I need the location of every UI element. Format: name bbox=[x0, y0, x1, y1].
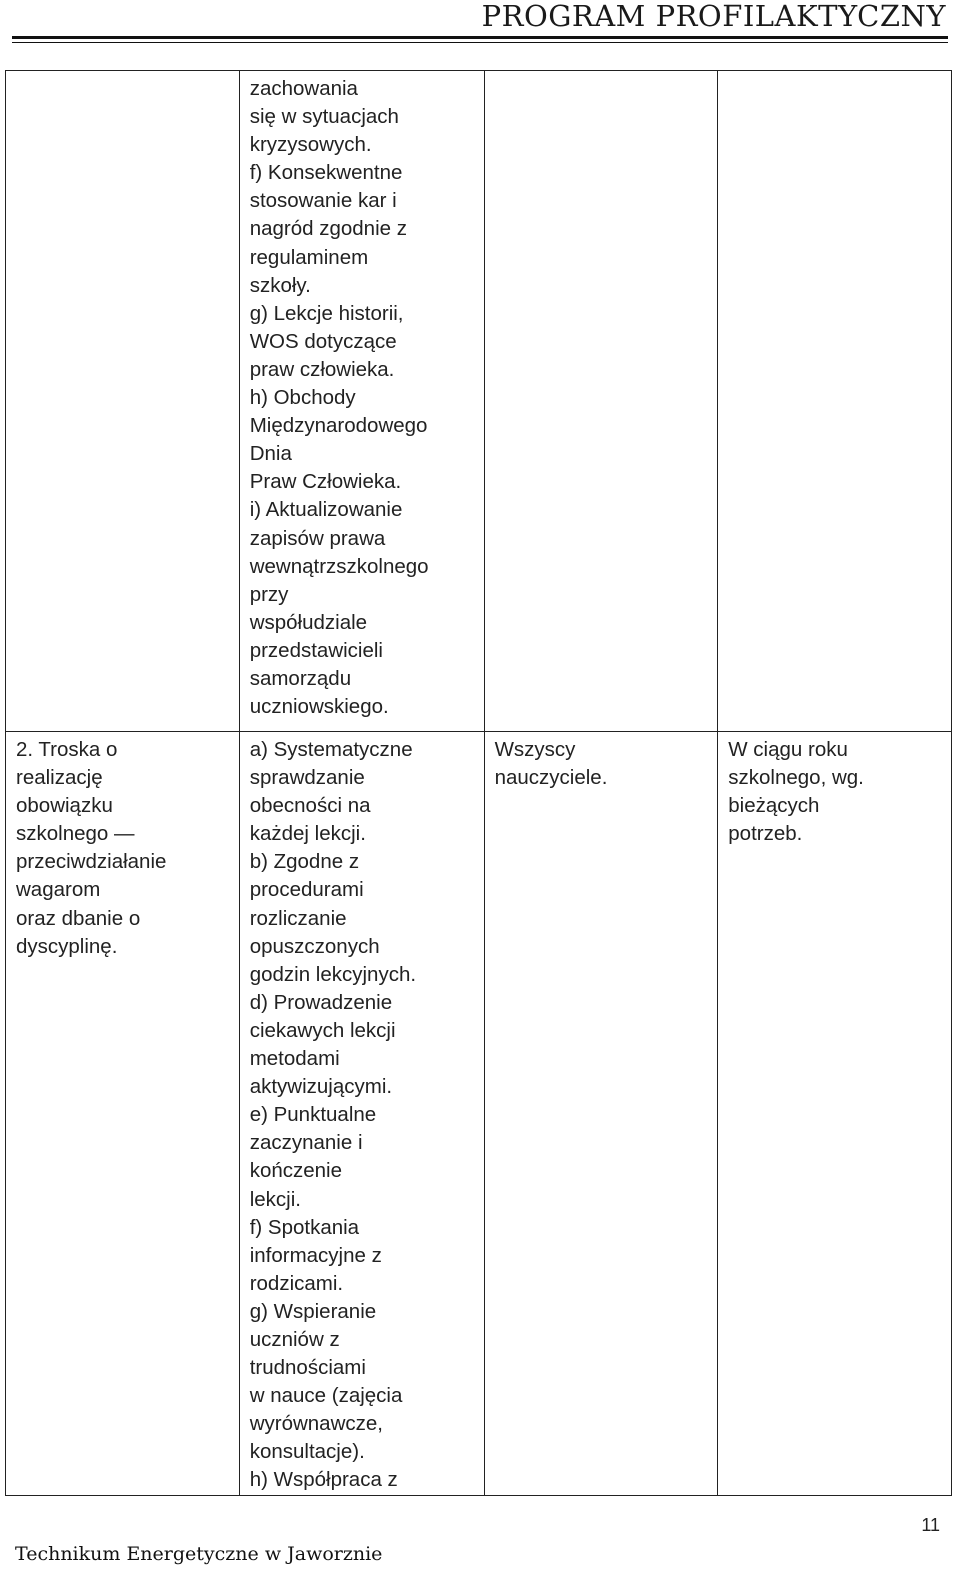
cell-text-line: zapisów prawa bbox=[249, 526, 386, 550]
cell-text-line: godzin lekcyjnych. bbox=[249, 962, 417, 986]
cell-text-line: dyscyplinę. bbox=[16, 934, 118, 958]
tasks-cell bbox=[239, 71, 484, 732]
cell-text-line: trudnościami bbox=[249, 1356, 366, 1380]
cell-text-line: aktywizującymi. bbox=[249, 1075, 393, 1099]
cell-text-line: szkolnego — bbox=[16, 822, 135, 846]
cell-text-line: f) Konsekwentne bbox=[249, 161, 403, 185]
cell-text-line: opuszczonych bbox=[249, 934, 380, 958]
cell-text-line: szkoły. bbox=[249, 273, 311, 297]
cell-text-line: Międzynarodowego bbox=[249, 414, 428, 438]
cell-text-line: 2. Troska o bbox=[16, 738, 118, 761]
cell-text-line: h) Obchody bbox=[249, 386, 356, 410]
cell-text-line: obowiązku bbox=[16, 794, 113, 818]
program-table bbox=[5, 70, 952, 1496]
cell-text-line: rodzicami. bbox=[249, 1271, 344, 1295]
cell-text-line: b) Zgodne z bbox=[249, 850, 360, 874]
topic-cell bbox=[6, 732, 240, 1496]
cell-text-line: d) Prowadzenie bbox=[249, 990, 393, 1014]
cell-text-line: kończenie bbox=[249, 1159, 342, 1183]
cell-text-line: przedstawicieli bbox=[249, 638, 383, 662]
cell-text-line: Wszyscy bbox=[494, 738, 576, 761]
deadline-cell bbox=[718, 71, 952, 732]
cell-text-line: każdej lekcji. bbox=[249, 822, 366, 846]
cell-text-line: samorządu bbox=[249, 666, 352, 690]
cell-text-line: wyrównawcze, bbox=[249, 1412, 383, 1436]
cell-text-line: g) Wspieranie bbox=[249, 1299, 377, 1323]
cell-text-line: zaczynanie i bbox=[249, 1131, 363, 1155]
cell-text-line: uczniów z bbox=[249, 1327, 340, 1351]
header-rule-thin bbox=[12, 42, 948, 43]
cell-text-line: obecności na bbox=[249, 794, 371, 818]
cell-text-line: współudziale bbox=[249, 610, 368, 634]
cell-text-line: rozliczanie bbox=[249, 906, 347, 930]
cell-text-line: informacyjne z bbox=[249, 1243, 382, 1267]
deadline-cell bbox=[718, 732, 952, 1496]
cell-text-line: f) Spotkania bbox=[249, 1215, 360, 1239]
cell-text-line: przeciwdziałanie bbox=[16, 850, 167, 874]
table-row bbox=[6, 71, 952, 732]
cell-text-line: praw człowieka. bbox=[249, 357, 395, 381]
topic-cell bbox=[6, 71, 240, 732]
cell-text-line: WOS dotyczące bbox=[249, 329, 397, 353]
cell-text-line: g) Lekcje historii, bbox=[249, 301, 404, 325]
cell-text-line: potrzeb. bbox=[728, 822, 803, 846]
responsible-cell bbox=[484, 71, 718, 732]
cell-text-line: zachowania bbox=[249, 77, 358, 100]
cell-text-line: a) Systematyczne bbox=[249, 738, 413, 761]
cell-text-line: uczniowskiego. bbox=[249, 695, 389, 719]
cell-text-line: Praw Człowieka. bbox=[249, 470, 402, 494]
cell-text-line: się w sytuacjach bbox=[249, 105, 399, 129]
cell-text-line: nagród zgodnie z bbox=[249, 217, 407, 241]
cell-text-line: oraz dbanie o bbox=[16, 906, 141, 930]
cell-text-line: kryzysowych. bbox=[249, 133, 372, 157]
cell-text-line: konsultacje). bbox=[249, 1440, 365, 1464]
cell-text-line: w nauce (zajęcia bbox=[249, 1384, 403, 1408]
cell-text-line: sprawdzanie bbox=[249, 766, 365, 790]
tasks-cell bbox=[239, 732, 484, 1496]
cell-text-line: lekcji. bbox=[249, 1187, 301, 1211]
cell-text-line: i) Aktualizowanie bbox=[249, 498, 403, 522]
page-header-title: PROGRAM PROFILAKTYCZNY bbox=[481, 0, 946, 33]
cell-text-line: wewnątrzszkolnego bbox=[249, 554, 429, 578]
cell-text-line: nauczyciele. bbox=[494, 766, 608, 790]
cell-text-line: h) Współpraca z bbox=[249, 1468, 398, 1492]
responsible-cell bbox=[484, 732, 718, 1496]
table-row bbox=[6, 732, 952, 1496]
page-number: 11 bbox=[921, 1515, 940, 1535]
cell-text-line: stosowanie kar i bbox=[249, 189, 397, 213]
cell-text-line: metodami bbox=[249, 1047, 340, 1071]
cell-text-line: W ciągu roku bbox=[728, 738, 848, 761]
cell-text-line: e) Punktualne bbox=[249, 1103, 377, 1127]
cell-text-line: realizację bbox=[16, 766, 103, 790]
header-rule-thick bbox=[12, 36, 948, 39]
footer-school-name: Technikum Energetyczne w Jaworznie bbox=[15, 1543, 383, 1565]
cell-text-line: bieżących bbox=[728, 794, 820, 818]
cell-text-line: ciekawych lekcji bbox=[249, 1018, 396, 1042]
cell-text-line: wagarom bbox=[16, 878, 101, 902]
cell-text-line: szkolnego, wg. bbox=[728, 766, 864, 790]
cell-text-line: Dnia bbox=[249, 442, 292, 466]
cell-text-line: przy bbox=[249, 582, 289, 606]
cell-text-line: regulaminem bbox=[249, 245, 369, 269]
cell-text-line: procedurami bbox=[249, 878, 364, 902]
